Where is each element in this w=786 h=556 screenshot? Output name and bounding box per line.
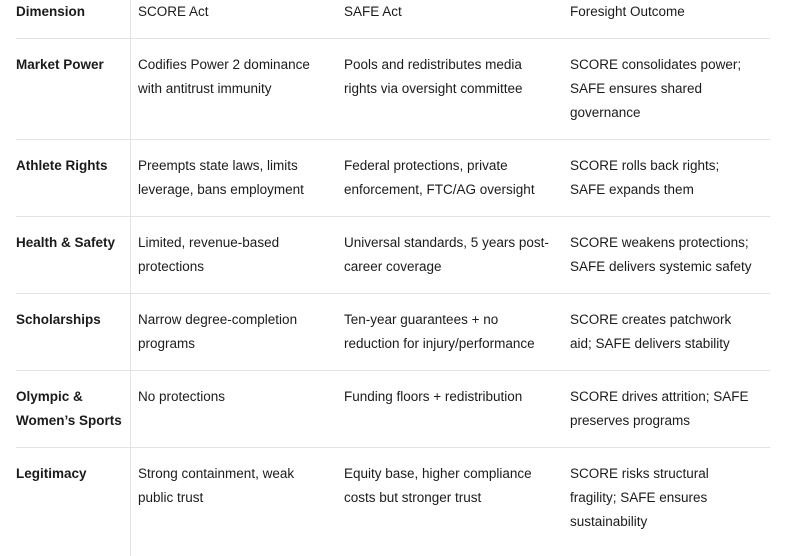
cell-score-act: Narrow degree-completion programs xyxy=(138,294,344,371)
cell-foresight-outcome: SCORE rolls back rights; SAFE expands them xyxy=(570,140,770,217)
cell-score-act: Strong containment, weak public trust xyxy=(138,466,295,505)
row-header-dimension: Legitimacy xyxy=(16,466,87,481)
cell-score-act: Limited, revenue-based protections xyxy=(138,217,344,294)
column-header-score-act: SCORE Act xyxy=(138,0,344,39)
row-header-dimension: Scholarships xyxy=(16,294,138,371)
row-header-dimension: Olympic & Women’s Sports xyxy=(16,371,138,448)
cell-foresight-outcome: SCORE consolidates power; SAFE ensures shared governance xyxy=(570,39,770,140)
cell-safe-act: Equity base, higher compliance costs but stronger trust xyxy=(344,466,532,505)
cell-foresight-outcome: SCORE creates patchwork aid; SAFE delivers stability xyxy=(570,294,770,371)
column-header-safe-act: SAFE Act xyxy=(344,0,570,39)
cell-foresight-outcome: SCORE risks structural fragility; SAFE ensures sustainability xyxy=(570,466,709,529)
cell-score-act: Codifies Power 2 dominance with antitrust immunity xyxy=(138,39,344,140)
cell-score-act: Preempts state laws, limits leverage, bans employment xyxy=(138,140,344,217)
cell-safe-act: Universal standards, 5 years post-career coverage xyxy=(344,217,570,294)
cell-safe-act: Ten-year guarantees + no reduction for injury/performance xyxy=(344,294,570,371)
cell-safe-act: Pools and redistributes media rights via oversight committee xyxy=(344,39,570,140)
row-header-dimension: Athlete Rights xyxy=(16,140,138,217)
column-divider xyxy=(130,0,131,556)
cell-safe-act: Federal protections, private enforcement, FTC/AG oversight xyxy=(344,140,570,217)
cell-foresight-outcome: SCORE drives attrition; SAFE preserves programs xyxy=(570,371,770,448)
cell-score-act: No protections xyxy=(138,371,344,448)
cell-safe-act: Funding floors + redistribution xyxy=(344,371,570,448)
cell-foresight-outcome: SCORE weakens protections; SAFE delivers systemic safety xyxy=(570,217,770,294)
row-header-dimension: Health & Safety xyxy=(16,217,138,294)
column-header-dimension: Dimension xyxy=(16,0,138,39)
row-header-dimension: Market Power xyxy=(16,39,138,140)
column-header-foresight-outcome: Foresight Outcome xyxy=(570,0,770,39)
